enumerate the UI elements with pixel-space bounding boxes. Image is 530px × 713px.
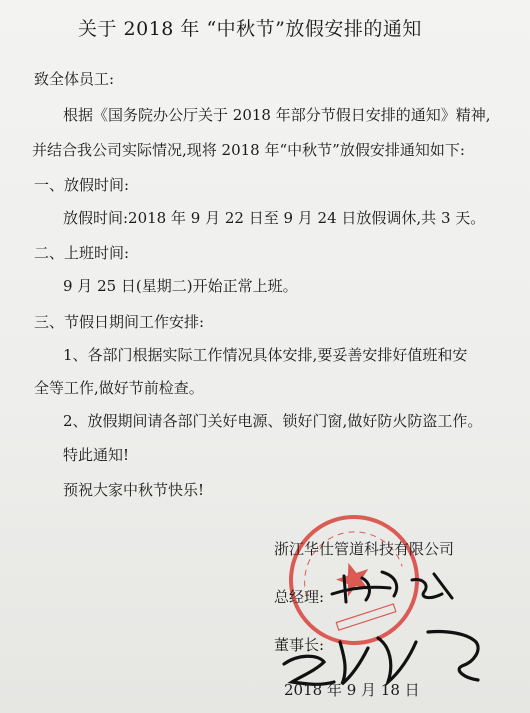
section-3-item-1-line-1: 1、各部门根据实际工作情况具体安排,要妥善安排好值班和安 xyxy=(63,346,468,364)
intro-line-2: 并结合我公司实际情况,现将 2018 年“中秋节”放假安排通知如下: xyxy=(32,141,465,159)
special-notice: 特此通知! xyxy=(63,446,130,464)
section-3-heading: 三、节假日期间工作安排: xyxy=(34,313,205,331)
section-3-item-2: 2、放假期间请各部门关好电源、锁好门窗,做好防火防盗工作。 xyxy=(63,412,483,430)
section-3-item-1-line-2: 全等工作,做好节前检查。 xyxy=(34,379,204,397)
section-2-heading: 二、上班时间: xyxy=(34,244,130,262)
notice-date: 2018 年 9 月 18 日 xyxy=(284,681,420,699)
company-name: 浙江华仕管道科技有限公司 xyxy=(274,540,455,558)
intro-line-1: 根据《国务院办公厅关于 2018 年部分节假日安排的通知》精神, xyxy=(63,106,491,124)
chairman-label: 董事长: xyxy=(274,636,325,654)
section-2-body: 9 月 25 日(星期二)开始正常上班。 xyxy=(63,277,298,295)
salutation: 致全体员工: xyxy=(34,70,115,88)
section-1-heading: 一、放假时间: xyxy=(34,176,130,194)
notice-title: 关于 2018 年 “中秋节”放假安排的通知 xyxy=(78,18,422,40)
section-1-body: 放假时间:2018 年 9 月 22 日至 9 月 24 日放假调休,共 3 天。 xyxy=(63,209,486,227)
general-manager-signature xyxy=(330,558,480,608)
general-manager-label: 总经理: xyxy=(274,588,325,606)
holiday-greeting: 预祝大家中秋节快乐! xyxy=(63,481,205,499)
